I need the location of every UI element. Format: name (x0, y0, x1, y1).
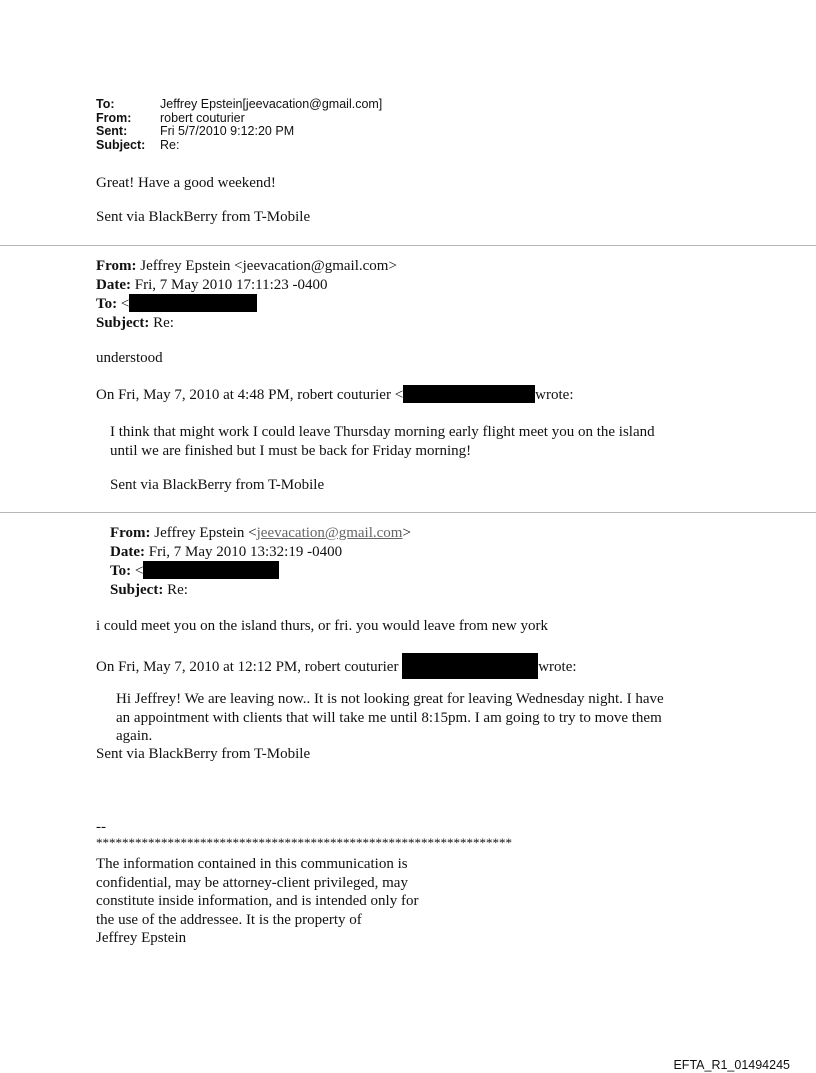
msg3-from-label: From: (110, 525, 151, 541)
msg3-subject-value: Re: (167, 581, 188, 598)
msg3-attribution (96, 653, 577, 679)
email-header (96, 98, 382, 152)
msg2-date-value: Fri, 7 May 2010 17:11:23 -0400 (134, 276, 328, 293)
sent-label: Sent: (96, 124, 128, 139)
redaction-box (143, 561, 279, 579)
msg2-from-value: Jeffrey Epstein <jeevacation@gmail.com> (140, 258, 397, 274)
subject-label: Subject: (96, 137, 146, 152)
msg3-from-row (110, 524, 411, 543)
email-link[interactable]: jeevacation@gmail.com (256, 525, 403, 541)
sent-value: Fri 5/7/2010 9:12:20 PM (160, 124, 295, 139)
to-value: Jeffrey Epstein[jeevacation@gmail.com] (160, 97, 383, 111)
disclaimer-line: Jeffrey Epstein (96, 930, 187, 946)
msg3-body: i could meet you on the island thurs, or fri. you would leave from new york (96, 618, 548, 634)
header-sent-row (96, 125, 382, 139)
msg2-quote-signature: Sent via BlackBerry from T-Mobile (110, 477, 325, 493)
subject-value: Re: (160, 137, 180, 152)
msg2-quote-line: until we are finished but I must be back for Friday morning! (110, 442, 472, 459)
msg3-subject-label: Subject: (110, 581, 164, 598)
msg2-header (96, 257, 397, 332)
msg2-to-label: To: (96, 296, 118, 312)
msg3-quote-line: again. (116, 728, 153, 744)
msg3-quote (116, 690, 664, 746)
from-value: robert couturier (160, 110, 245, 125)
redaction-box (403, 385, 535, 403)
msg2-date-label: Date: (96, 276, 131, 293)
msg2-from-row (96, 257, 397, 276)
header-from-row (96, 112, 382, 126)
divider-2 (0, 512, 816, 513)
msg2-attribution-text: On Fri, May 7, 2010 at 4:48 PM, robert couturier < (96, 387, 404, 403)
msg2-attribution (96, 385, 574, 405)
header-subject-row (96, 139, 382, 153)
msg3-signature: Sent via BlackBerry from T-Mobile (96, 746, 311, 762)
msg3-header (110, 524, 411, 599)
from-label: From: (96, 110, 132, 125)
msg2-wrote: wrote: (535, 387, 574, 403)
msg3-subject-row (110, 581, 411, 600)
msg3-to-prefix: < (134, 563, 144, 579)
msg2-subject-label: Subject: (96, 314, 150, 331)
top-body-signature: Sent via BlackBerry from T-Mobile (96, 209, 311, 225)
msg3-date-value: Fri, 7 May 2010 13:32:19 -0400 (148, 543, 343, 560)
msg2-date-row (96, 276, 397, 295)
msg3-from-suffix: > (402, 525, 411, 541)
divider-1 (0, 245, 816, 246)
redaction-box (402, 653, 538, 679)
msg3-from-prefix: Jeffrey Epstein < (154, 525, 257, 541)
header-to-row (96, 98, 382, 112)
msg3-attribution-text: On Fri, May 7, 2010 at 12:12 PM, robert couturier (96, 659, 399, 675)
star-separator: **************************************************************** (96, 835, 512, 850)
disclaimer-line: confidential, may be attorney-client privileged, may (96, 874, 408, 891)
msg3-to-label: To: (110, 563, 132, 579)
document-id: EFTA_R1_01494245 (673, 1058, 790, 1072)
msg2-subject-row (96, 314, 397, 333)
redaction-box (129, 294, 257, 312)
msg3-wrote: wrote: (538, 659, 577, 675)
top-body-line1: Great! Have a good weekend! (96, 175, 276, 191)
msg2-subject-value: Re: (153, 314, 174, 331)
disclaimer-line: constitute inside information, and is intended only for (96, 893, 419, 909)
msg3-date-label: Date: (110, 543, 145, 560)
msg3-to-row (110, 561, 411, 581)
msg2-body: understood (96, 350, 163, 366)
msg3-quote-line: Hi Jeffrey! We are leaving now.. It is not looking great for leaving Wednesday night. I have (116, 691, 664, 707)
disclaimer-line: The information contained in this communication is (96, 856, 408, 872)
msg2-quote (110, 423, 655, 460)
signature-dashes: -- (96, 819, 106, 835)
msg2-from-label: From: (96, 258, 137, 274)
to-label: To: (96, 97, 115, 111)
msg2-to-row (96, 294, 397, 314)
disclaimer-line: the use of the addressee. It is the property of (96, 911, 362, 928)
msg2-to-prefix: < (120, 296, 130, 312)
confidentiality-disclaimer (96, 855, 418, 948)
msg3-quote-line: an appointment with clients that will take me until 8:15pm. I am going to try to move them (116, 709, 662, 726)
msg3-date-row (110, 543, 411, 562)
msg2-quote-line: I think that might work I could leave Thursday morning early flight meet you on the island (110, 424, 655, 440)
